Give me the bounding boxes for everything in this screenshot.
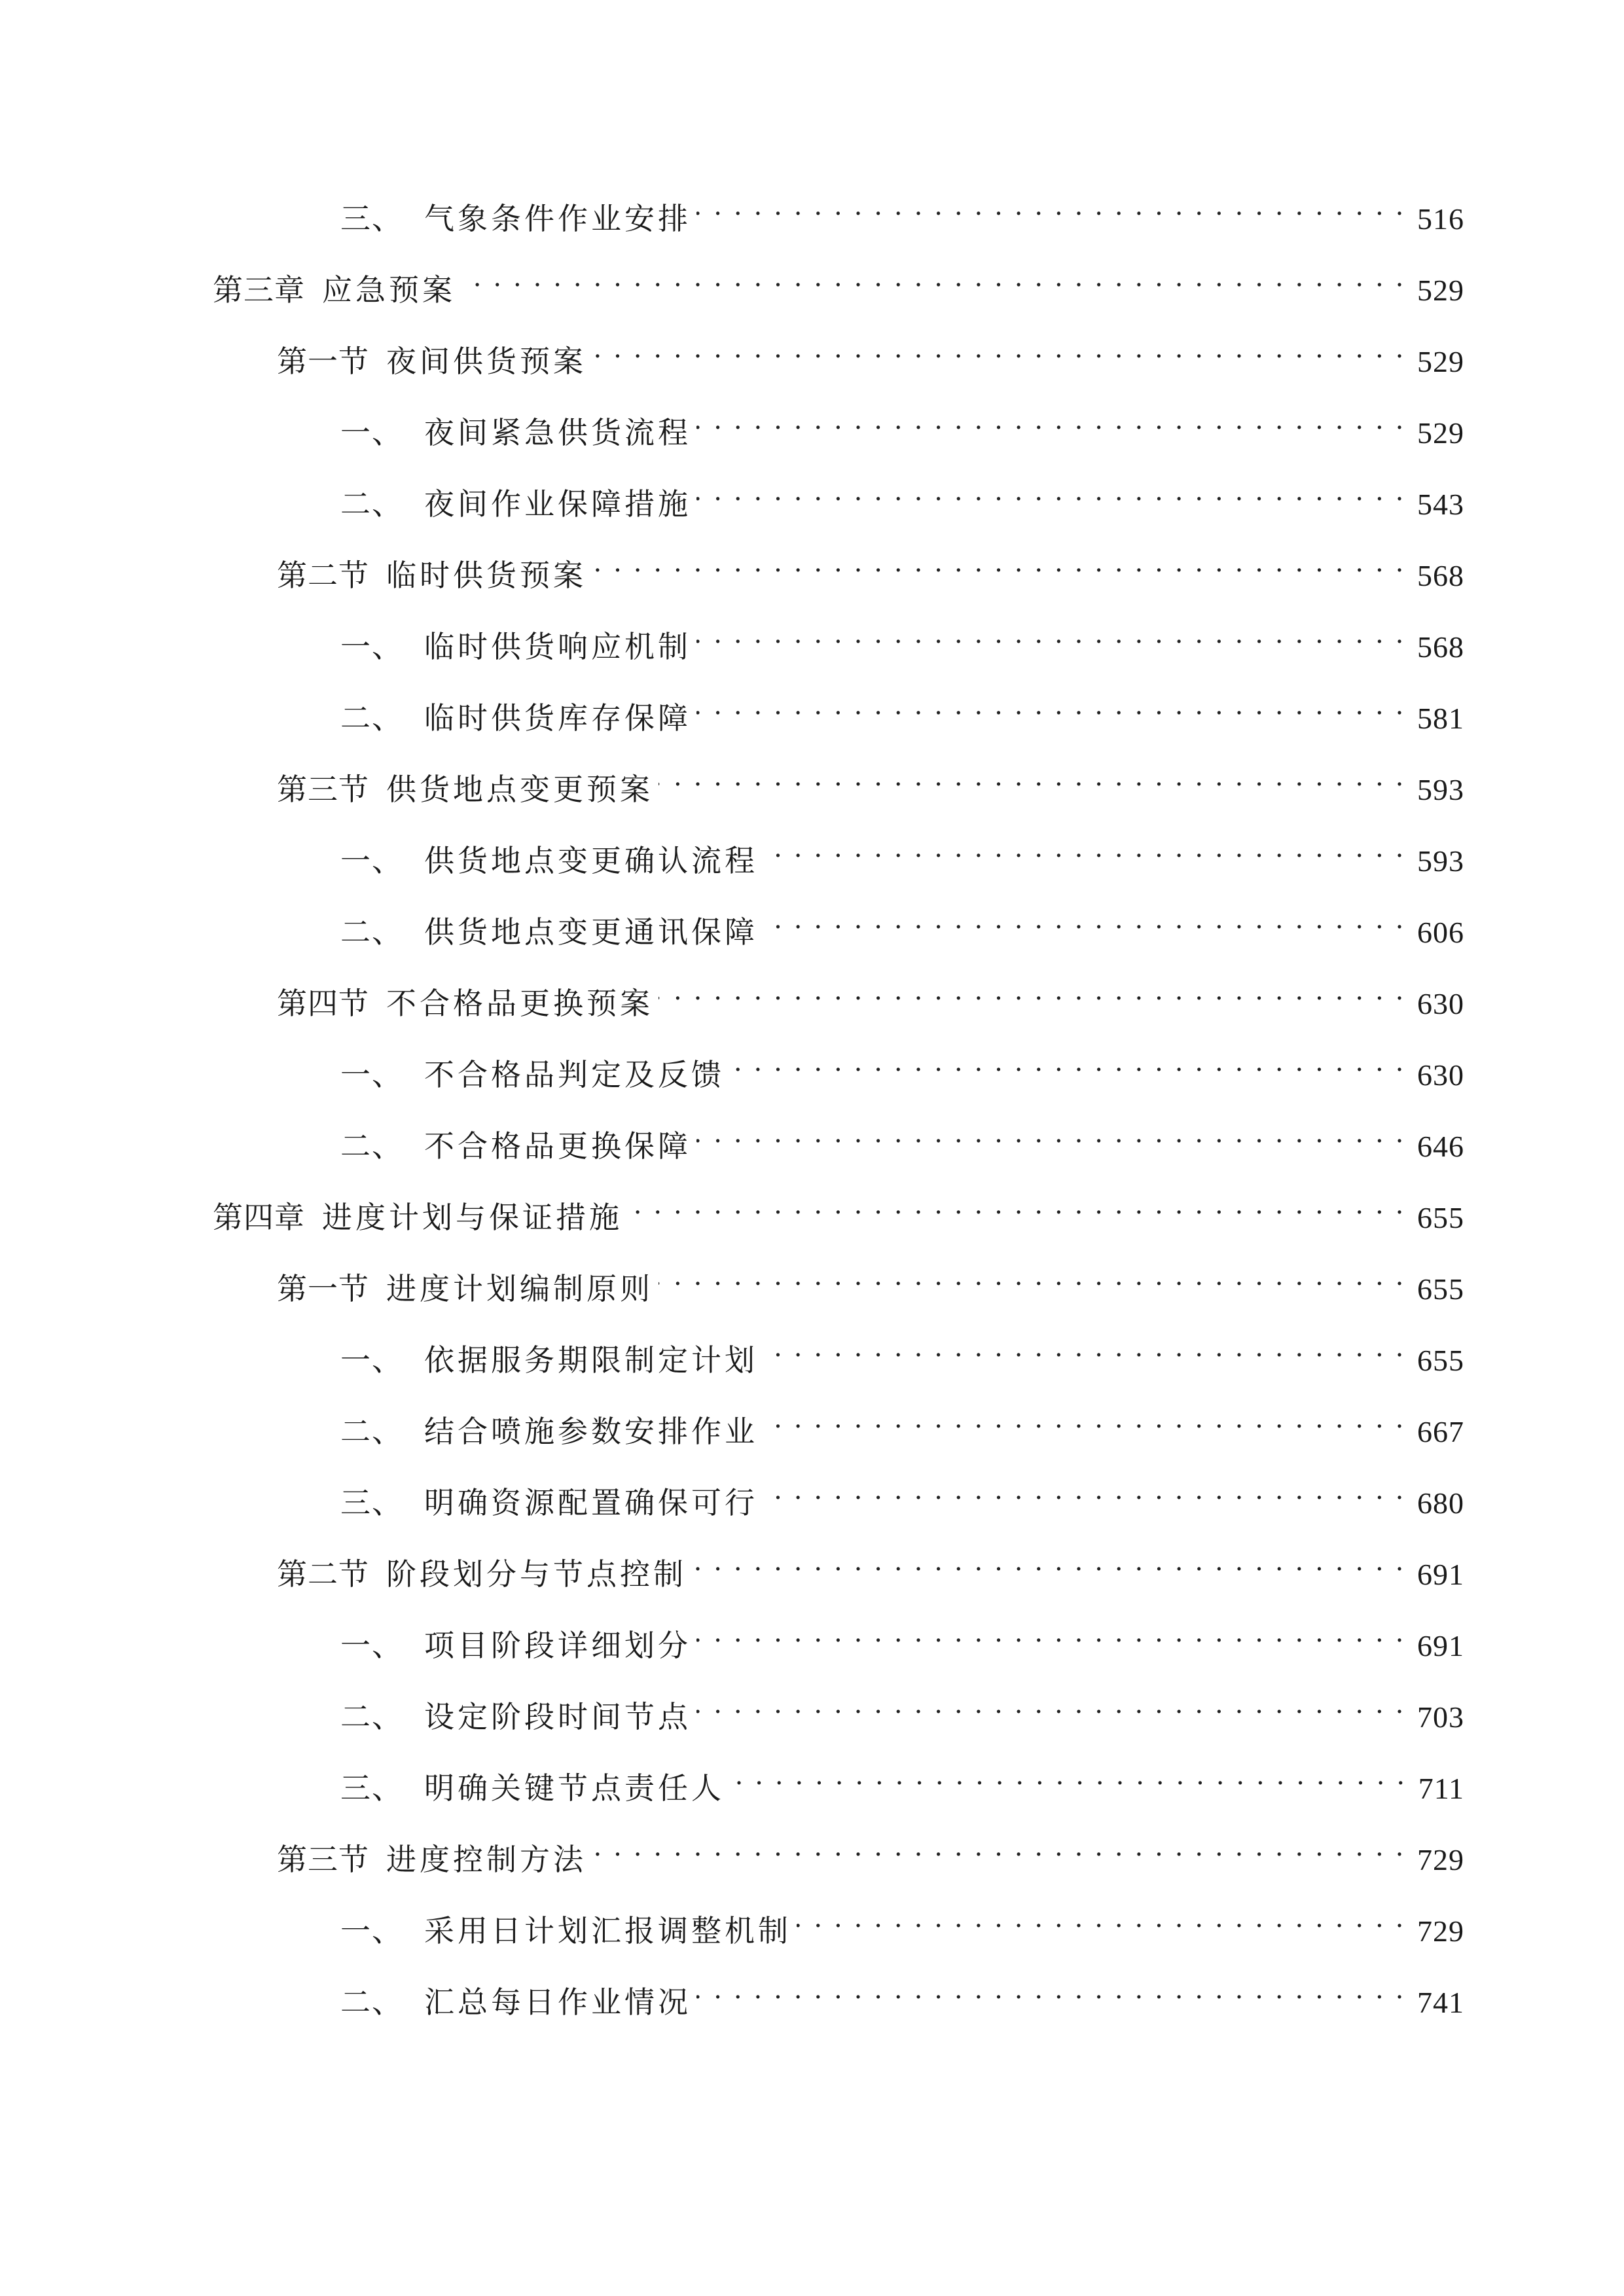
entry-title: 临时供货响应机制 [424, 629, 691, 664]
entry-page-number: 593 [1417, 773, 1464, 806]
entry-page-number: 593 [1417, 844, 1464, 878]
entry-number: 二、 [340, 1414, 403, 1449]
entry-page-number: 655 [1417, 1272, 1464, 1306]
entry-number: 第四章 [213, 1200, 305, 1235]
toc-entry[interactable] [340, 1325, 1464, 1378]
entry-title: 阶段划分与节点控制 [386, 1556, 687, 1592]
entry-number: 第二节 [277, 558, 369, 593]
entry-number: 一、 [340, 843, 403, 878]
toc-entry[interactable] [340, 683, 1464, 736]
entry-page-number: 568 [1417, 559, 1464, 592]
dot-leader [763, 1396, 1405, 1442]
entry-number: 二、 [340, 1699, 403, 1734]
entry-number: 一、 [340, 1057, 403, 1092]
entry-title: 供货地点变更通讯保障 [424, 914, 758, 950]
entry-title: 夜间紧急供货流程 [424, 415, 691, 450]
entry-page-number: 543 [1417, 488, 1464, 521]
dot-leader [730, 1039, 1405, 1085]
dot-leader [659, 754, 1405, 800]
entry-title: 夜间供货预案 [386, 344, 586, 379]
entry-page-number: 529 [1417, 416, 1464, 450]
entry-page-number: 581 [1417, 702, 1464, 735]
entry-number: 二、 [340, 1984, 403, 2020]
entry-page-number: 667 [1417, 1415, 1464, 1448]
entry-page-number: 741 [1417, 1986, 1464, 2019]
entry-number: 第一节 [277, 1271, 369, 1306]
toc-entry[interactable] [277, 968, 1464, 1021]
dot-leader [461, 255, 1405, 300]
entry-page-number: 729 [1417, 1843, 1464, 1876]
entry-number: 一、 [340, 1628, 403, 1663]
dot-leader [763, 1467, 1405, 1513]
dot-leader [763, 897, 1405, 942]
entry-number: 二、 [340, 914, 403, 950]
entry-page-number: 655 [1417, 1201, 1464, 1234]
toc-entry[interactable] [277, 1253, 1464, 1306]
entry-title: 设定阶段时间节点 [424, 1699, 691, 1734]
toc-entry[interactable] [340, 183, 1464, 236]
entry-title: 气象条件作业安排 [424, 201, 691, 236]
entry-page-number: 680 [1417, 1486, 1464, 1520]
dot-leader [696, 1681, 1405, 1727]
toc-entry[interactable] [277, 1539, 1464, 1592]
dot-leader [592, 1824, 1405, 1870]
dot-leader [696, 469, 1405, 514]
toc-entry[interactable] [340, 1111, 1464, 1164]
entry-number: 一、 [340, 629, 403, 664]
entry-title: 明确资源配置确保可行 [424, 1485, 758, 1520]
dot-leader [763, 1325, 1405, 1371]
entry-page-number: 529 [1417, 274, 1464, 307]
entry-title: 供货地点变更预案 [386, 772, 653, 807]
entry-page-number: 703 [1417, 1700, 1464, 1734]
entry-title: 项目阶段详细划分 [424, 1628, 691, 1663]
dot-leader [696, 397, 1405, 443]
toc-entry[interactable] [340, 825, 1464, 878]
toc-entry[interactable] [340, 397, 1464, 450]
dot-leader [592, 326, 1405, 372]
toc-entry[interactable] [340, 1895, 1464, 1948]
entry-page-number: 711 [1418, 1772, 1464, 1805]
dot-leader [696, 611, 1405, 657]
toc-entry[interactable] [277, 1824, 1464, 1877]
toc-entry[interactable] [277, 754, 1464, 807]
dot-leader [696, 1967, 1405, 2013]
entry-title: 供货地点变更确认流程 [424, 843, 758, 878]
entry-title: 采用日计划汇报调整机制 [424, 1913, 791, 1948]
entry-page-number: 691 [1417, 1558, 1464, 1591]
toc-entry[interactable] [340, 1967, 1464, 2020]
entry-number: 第三节 [277, 1842, 369, 1877]
entry-number: 三、 [340, 1485, 403, 1520]
entry-title: 不合格品判定及反馈 [424, 1057, 725, 1092]
entry-title: 明确关键节点责任人 [424, 1770, 725, 1806]
toc-entry[interactable] [340, 1039, 1464, 1092]
toc-entry[interactable] [340, 1396, 1464, 1449]
entry-page-number: 529 [1417, 345, 1464, 378]
entry-title: 依据服务期限制定计划 [424, 1342, 758, 1378]
toc-entry[interactable] [340, 469, 1464, 522]
dot-leader [659, 1253, 1405, 1299]
dot-leader [797, 1895, 1405, 1941]
entry-title: 进度计划编制原则 [386, 1271, 653, 1306]
toc-entry[interactable] [340, 1467, 1464, 1520]
dot-leader [696, 683, 1405, 728]
entry-page-number: 630 [1417, 987, 1464, 1020]
dot-leader [692, 1539, 1405, 1585]
dot-leader [696, 1111, 1405, 1157]
entry-title: 汇总每日作业情况 [424, 1984, 691, 2020]
entry-number: 第四节 [277, 986, 369, 1021]
entry-title: 不合格品更换预案 [386, 986, 653, 1021]
dot-leader [659, 968, 1405, 1014]
toc-entry[interactable] [213, 1182, 1464, 1235]
entry-page-number: 655 [1417, 1344, 1464, 1377]
dot-leader [696, 183, 1405, 229]
entry-title: 进度控制方法 [386, 1842, 586, 1877]
entry-title: 应急预案 [322, 272, 456, 308]
entry-number: 三、 [340, 1770, 403, 1806]
entry-number: 二、 [340, 700, 403, 736]
toc-entry[interactable] [340, 1610, 1464, 1663]
dot-leader [592, 540, 1405, 586]
entry-number: 第三节 [277, 772, 369, 807]
entry-number: 一、 [340, 1913, 403, 1948]
entry-title: 夜间作业保障措施 [424, 486, 691, 522]
entry-title: 结合喷施参数安排作业 [424, 1414, 758, 1449]
entry-number: 二、 [340, 1128, 403, 1164]
entry-number: 三、 [340, 201, 403, 236]
toc-entry[interactable] [340, 611, 1464, 664]
entry-page-number: 646 [1417, 1130, 1464, 1163]
toc-entry[interactable] [340, 897, 1464, 950]
entry-page-number: 568 [1417, 630, 1464, 664]
entry-page-number: 606 [1417, 916, 1464, 949]
entry-number: 一、 [340, 415, 403, 450]
toc-entry[interactable] [213, 255, 1464, 308]
entry-page-number: 630 [1417, 1058, 1464, 1092]
dot-leader [763, 825, 1405, 871]
toc-entry[interactable] [277, 326, 1464, 379]
entry-title: 临时供货预案 [386, 558, 586, 593]
toc-entry[interactable] [277, 540, 1464, 593]
entry-number: 第三章 [213, 272, 305, 308]
entry-page-number: 516 [1417, 202, 1464, 236]
entry-number: 二、 [340, 486, 403, 522]
entry-title: 不合格品更换保障 [424, 1128, 691, 1164]
toc-entry[interactable] [340, 1753, 1464, 1806]
dot-leader [628, 1182, 1405, 1228]
toc-entry[interactable] [340, 1681, 1464, 1734]
entry-title: 临时供货库存保障 [424, 700, 691, 736]
dot-leader [730, 1753, 1407, 1799]
entry-number: 第一节 [277, 344, 369, 379]
entry-page-number: 691 [1417, 1629, 1464, 1662]
entry-number: 一、 [340, 1342, 403, 1378]
dot-leader [696, 1610, 1405, 1656]
entry-number: 第二节 [277, 1556, 369, 1592]
entry-title: 进度计划与保证措施 [322, 1200, 623, 1235]
entry-page-number: 729 [1417, 1914, 1464, 1948]
